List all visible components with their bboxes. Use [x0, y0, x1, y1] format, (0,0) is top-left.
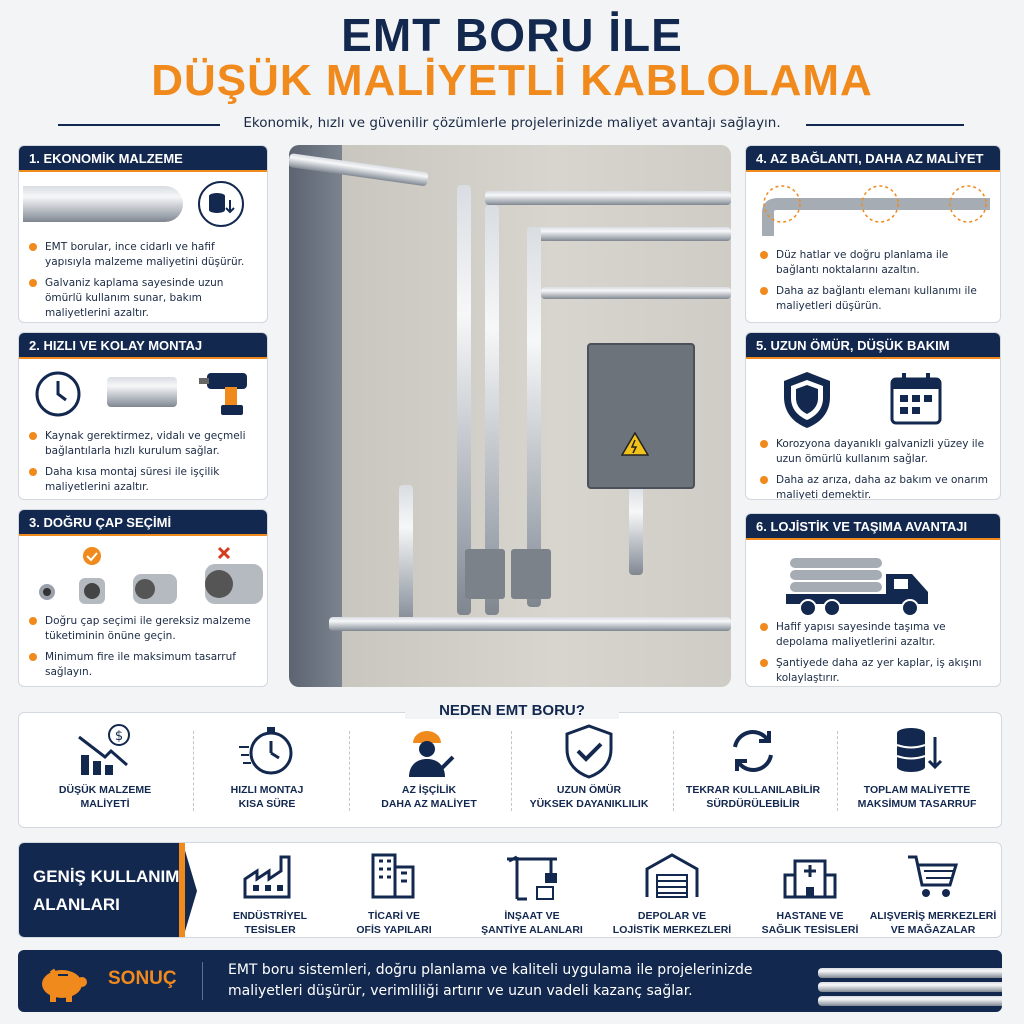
usage-label-1: ENDÜSTRİYEL [232, 910, 308, 922]
pipe-segment [485, 191, 731, 205]
database-savings-icon [887, 723, 947, 779]
pipe-segment [818, 982, 1002, 992]
bullet: Galvaniz kaplama sayesinde uzun ömürlü kullanım sunar, bakım maliyetlerini azaltır. [27, 276, 263, 321]
card-title: 6. LOJİSTİK VE TAŞIMA AVANTAJI [746, 514, 1000, 540]
why-label-1: HIZLI MONTAJ [230, 784, 304, 796]
crane-icon [503, 851, 561, 901]
why-label-1: TOPLAM MALİYETTE [863, 784, 971, 796]
warning-icon [621, 431, 649, 457]
calendar-icon [888, 371, 944, 427]
usage-item [863, 851, 1002, 937]
why-label-1: AZ İŞÇİLİK [401, 784, 457, 796]
divider [511, 731, 512, 811]
card-quick-install [18, 332, 268, 500]
connection-pipe-image [756, 180, 996, 240]
bullet: Düz hatlar ve doğru planlama ile bağlantı noktalarını azaltın. [758, 248, 994, 278]
why-label-1: UZUN ÖMÜR [556, 784, 622, 796]
bullet: Minimum fire ile maksimum tasarruf sağlayın. [27, 650, 263, 680]
result-title: SONUÇ [108, 968, 177, 989]
card-title: 5. UZUN ÖMÜR, DÜŞÜK BAKIM [746, 333, 1000, 359]
cost-decrease-icon [75, 723, 135, 779]
result-text: EMT boru sistemleri, doğru planlama ve kaliteli uygulama ile projelerinizde maliyetleri düşürür, verimliliği artırır ve uzun vadeli kazanç sağlar. [228, 962, 753, 999]
clock-icon [33, 369, 83, 419]
usage-item [329, 851, 459, 937]
hospital-icon [781, 851, 839, 901]
usage-label-2: TESİSLER [244, 924, 296, 936]
pipe-segment [527, 227, 731, 241]
outlet-box [511, 549, 551, 599]
truck-icon [786, 548, 946, 618]
title-line1: EMT BORU İLE [341, 9, 683, 61]
usage-label-2: OFİS YAPILARI [356, 924, 432, 936]
card-logistics [745, 513, 1001, 687]
result-divider [202, 962, 203, 1000]
bullet: Doğru çap seçimi ile gereksiz malzeme tüketiminin önüne geçin. [27, 614, 263, 644]
usage-label-2: SAĞLIK TESİSLERİ [761, 924, 859, 936]
why-label-2: DAHA AZ MALİYET [381, 798, 477, 810]
why-label-2: SÜRDÜRÜLEBİLİR [706, 798, 800, 810]
why-label-1: TEKRAR KULLANILABİLİR [685, 784, 821, 796]
usage-label-1: ALIŞVERİŞ MERKEZLERİ [869, 910, 997, 922]
why-item [191, 723, 343, 823]
card-title: 2. HIZLI VE KOLAY MONTAJ [19, 333, 267, 359]
card-economic-material [18, 145, 268, 323]
usage-label-2: LOJİSTİK MERKEZLERİ [612, 924, 732, 936]
office-building-icon [365, 851, 423, 901]
usage-label-1: TİCARİ VE [368, 910, 420, 922]
divider [349, 731, 350, 811]
bullet: Daha kısa montaj süresi ile işçilik maliyetlerini azaltır. [27, 465, 263, 495]
card-title: 1. EKONOMİK MALZEME [19, 146, 267, 172]
usage-title-1: GENİŞ KULLANIM [33, 867, 180, 886]
result-section [18, 950, 1002, 1012]
pipe-segment [818, 996, 1002, 1006]
stopwatch-icon [237, 723, 297, 779]
usage-item [467, 851, 597, 937]
usage-label-1: İNŞAAT VE [504, 910, 560, 922]
warehouse-icon [643, 851, 701, 901]
usage-label-1: HASTANE VE [776, 910, 844, 922]
emt-installation-image [289, 145, 731, 687]
title-line2: DÜŞÜK MALİYETLİ KABLOLAMA [151, 56, 873, 105]
why-item [29, 723, 181, 823]
card-title: 3. DOĞRU ÇAP SEÇİMİ [19, 510, 267, 536]
bullet: Kaynak gerektirmez, vidalı ve geçmeli bağlantılarla hızlı kurulum sağlar. [27, 429, 263, 459]
why-item [513, 723, 665, 823]
why-title: NEDEN EMT BORU? [405, 702, 619, 719]
why-label-2: MAKSİMUM TASARRUF [857, 798, 977, 810]
subtitle: Ekonomik, hızlı ve güvenilir çözümlerle projelerinizde maliyet avantajı sağlayın. [243, 115, 781, 131]
pipe-segment [541, 287, 731, 299]
why-label-1: DÜŞÜK MALZEME [58, 784, 152, 796]
usage-item [607, 851, 737, 937]
svg-text:$: $ [114, 729, 124, 744]
coupling-image [107, 377, 177, 407]
why-item [353, 723, 505, 823]
why-label-2: KISA SÜRE [238, 798, 296, 810]
why-label-2: YÜKSEK DAYANIKLILIK [529, 798, 649, 810]
database-cost-icon [197, 180, 245, 228]
usage-areas-section [18, 842, 1002, 938]
why-item [677, 723, 829, 823]
card-fewer-connections [745, 145, 1001, 323]
divider [673, 731, 674, 811]
shield-icon [780, 369, 834, 431]
pipe-segment [289, 153, 429, 186]
shopping-cart-icon [904, 851, 962, 901]
why-emt-section [18, 712, 1002, 828]
recycle-icon [723, 723, 783, 779]
worker-icon [399, 723, 459, 779]
card-title: 4. AZ BAĞLANTI, DAHA AZ MALİYET [746, 146, 1000, 172]
usage-item [205, 851, 335, 937]
bullet: Korozyona dayanıklı galvanizli yüzey ile uzun ömürlü kullanım sağlar. [758, 437, 994, 467]
drill-icon [199, 367, 257, 421]
bullet: Şantiyede daha az yer kaplar, iş akışını kolaylaştırır. [758, 656, 994, 686]
factory-icon [241, 851, 299, 901]
outlet-box [465, 549, 505, 599]
pipe-segment [818, 968, 1002, 978]
usage-title-2: ALANLARI [33, 895, 120, 914]
piggy-bank-icon [36, 962, 90, 1002]
bullet: Hafif yapısı sayesinde taşıma ve depolama maliyetlerini azaltır. [758, 620, 994, 650]
bullet: EMT borular, ince cidarlı ve hafif yapısıyla malzeme maliyetini düşürür. [27, 240, 263, 270]
pipe-image [23, 186, 183, 222]
shield-check-icon [559, 723, 619, 779]
usage-label-1: DEPOLAR VE [637, 910, 707, 922]
card-diameter-selection [18, 509, 268, 687]
why-item [841, 723, 993, 823]
why-label-2: MALİYETİ [80, 798, 130, 810]
electrical-panel [587, 343, 695, 489]
usage-label-2: ŞANTİYE ALANLARI [481, 924, 583, 936]
usage-item [745, 851, 875, 937]
bullet: Daha az arıza, daha az bakım ve onarım maliyeti demektir. [758, 473, 994, 500]
pipe-diameters-image [33, 546, 263, 608]
pipe-segment [629, 485, 643, 575]
bullet: Daha az bağlantı elemanı kullanımı ile maliyetleri düşürün. [758, 284, 994, 314]
usage-label-2: VE MAĞAZALAR [890, 924, 976, 936]
pipe-segment [329, 617, 731, 631]
pipe-segment [399, 485, 413, 625]
divider [837, 731, 838, 811]
card-long-life [745, 332, 1001, 500]
